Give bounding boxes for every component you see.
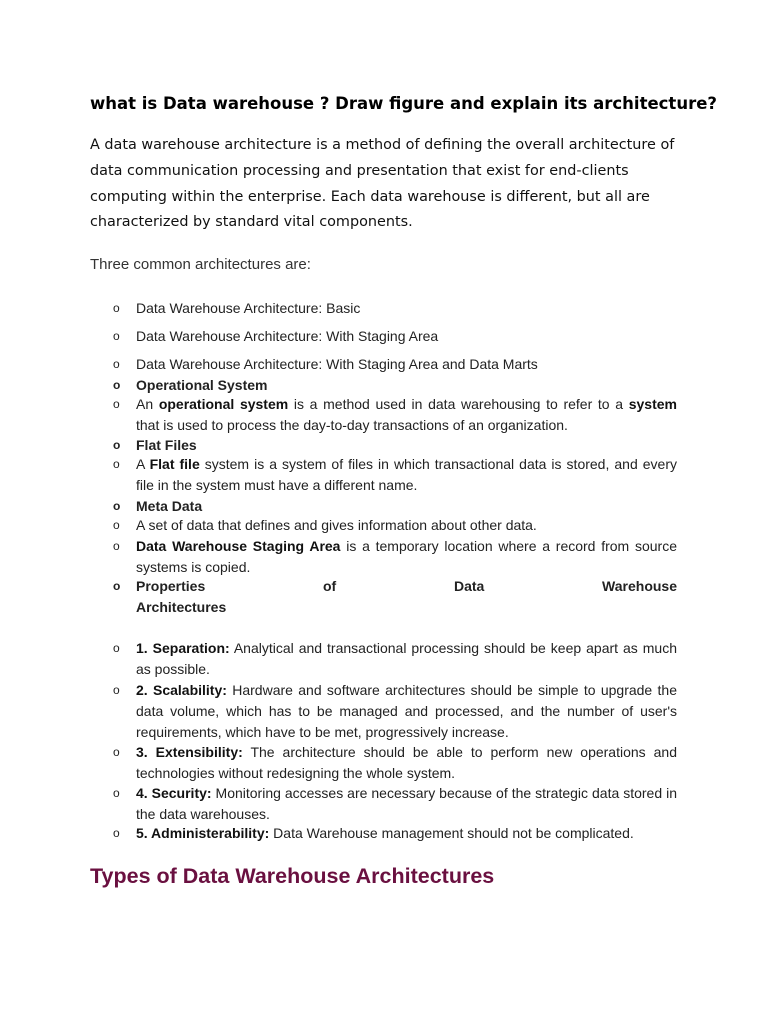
list-item-architecture-basic — [113, 298, 677, 319]
list-item-text: Flat Files — [136, 437, 197, 453]
text-fragment: system is a system of files in which transactional data is stored, and every file in the system must have a different name. — [136, 456, 677, 493]
properties-heading — [113, 576, 677, 618]
text-fragment: Data Warehouse management should not be complicated. — [269, 825, 634, 841]
list-item-property-extensibility — [113, 742, 677, 784]
bold-term: operational system — [158, 396, 289, 412]
bullet-marker: o — [113, 539, 120, 553]
bullet-marker: o — [113, 518, 120, 532]
bullet-marker: o — [113, 378, 121, 392]
bold-term: system — [628, 396, 677, 412]
list-item-heading-flat-files — [113, 435, 677, 456]
bullet-marker: o — [113, 499, 121, 513]
properties-heading-line2: Architectures — [136, 598, 227, 615]
text-fragment: is a method used in data warehousing to refer to a — [288, 396, 629, 412]
bold-term: 5. Administerability: — [136, 825, 270, 841]
list-item-architecture-staging — [113, 326, 677, 347]
bullet-marker: o — [113, 301, 120, 315]
question-title: what is Data warehouse ? Draw figure and explain its architecture? — [90, 94, 717, 113]
bullet-marker: o — [113, 745, 120, 759]
bullet-marker: o — [113, 641, 120, 655]
list-item-text: Data Warehouse Architecture: Basic — [136, 300, 361, 316]
bold-term: Data Warehouse Staging Area — [136, 538, 341, 554]
bold-term: 2. Scalability: — [136, 682, 227, 698]
bullet-marker: o — [113, 438, 121, 452]
list-item-text: Data Warehouse Architecture: With Staging Area and Data Marts — [136, 356, 538, 372]
text-fragment: The architecture should be able to perform new operations and technologies without redesigning the whole system. — [136, 744, 677, 781]
list-item-property-separation — [113, 638, 677, 680]
text-fragment: Monitoring accesses are necessary because of the strategic data stored in the data warehouses. — [136, 785, 677, 822]
bold-term: 3. Extensibility: — [136, 744, 243, 760]
list-item-heading-operational-system — [113, 375, 677, 396]
list-item-text: Operational System — [136, 377, 268, 393]
list-item-architecture-data-marts — [113, 354, 677, 375]
bullet-marker: o — [113, 579, 121, 593]
text-fragment: is a temporary location where a record from source systems is copied. — [136, 538, 677, 575]
intro-line: computing within the enterprise. Each data warehouse is different, but all are — [90, 188, 650, 205]
text-fragment: An — [136, 396, 159, 412]
text-fragment: A — [136, 456, 150, 472]
bullet-marker: o — [113, 357, 120, 371]
architectures-lead: Three common architectures are: — [90, 256, 311, 273]
intro-line: data communication processing and presentation that exist for end-clients — [90, 162, 629, 179]
text-fragment: Analytical and transactional processing should be keep apart as much as possible. — [136, 640, 677, 677]
list-item-property-scalability — [113, 680, 677, 742]
text-fragment: that is used to process the day-to-day transactions of an organization. — [136, 416, 568, 433]
list-item-property-security — [113, 783, 677, 825]
text-fragment: Hardware and software architectures should be simple to upgrade the data volume, which has to be managed and processed, and the number of user's requirements, which have to be met, progressively increase. — [136, 682, 677, 740]
intro-paragraph — [90, 133, 680, 236]
list-item-heading-meta-data — [113, 496, 677, 517]
bold-term: 4. Security: — [136, 785, 212, 801]
list-item-text: Data Warehouse Architecture: With Staging Area — [136, 328, 439, 344]
bullet-marker: o — [113, 329, 120, 343]
list-item-staging-area — [113, 536, 677, 578]
list-item-operational-system — [113, 394, 677, 436]
bold-term: Flat file — [149, 456, 200, 472]
list-item-text: A set of data that defines and gives information about other data. — [136, 517, 537, 533]
bullet-marker: o — [113, 683, 120, 697]
bullet-marker: o — [113, 786, 120, 800]
properties-heading-line1: Properties of Data Warehouse — [136, 578, 677, 594]
intro-line: A data warehouse architecture is a method of defining the overall architecture of — [90, 137, 675, 153]
list-item-meta-data — [113, 515, 677, 536]
bullet-marker: o — [113, 457, 120, 471]
types-heading: Types of Data Warehouse Architectures — [90, 864, 495, 888]
bold-term: 1. Separation: — [136, 640, 230, 656]
list-item-flat-files — [113, 454, 677, 496]
intro-line: characterized by standard vital components. — [90, 214, 413, 231]
bullet-marker: o — [113, 397, 120, 411]
list-item-text: Meta Data — [136, 498, 203, 514]
bullet-marker: o — [113, 826, 120, 840]
list-item-property-administerability — [113, 823, 677, 844]
